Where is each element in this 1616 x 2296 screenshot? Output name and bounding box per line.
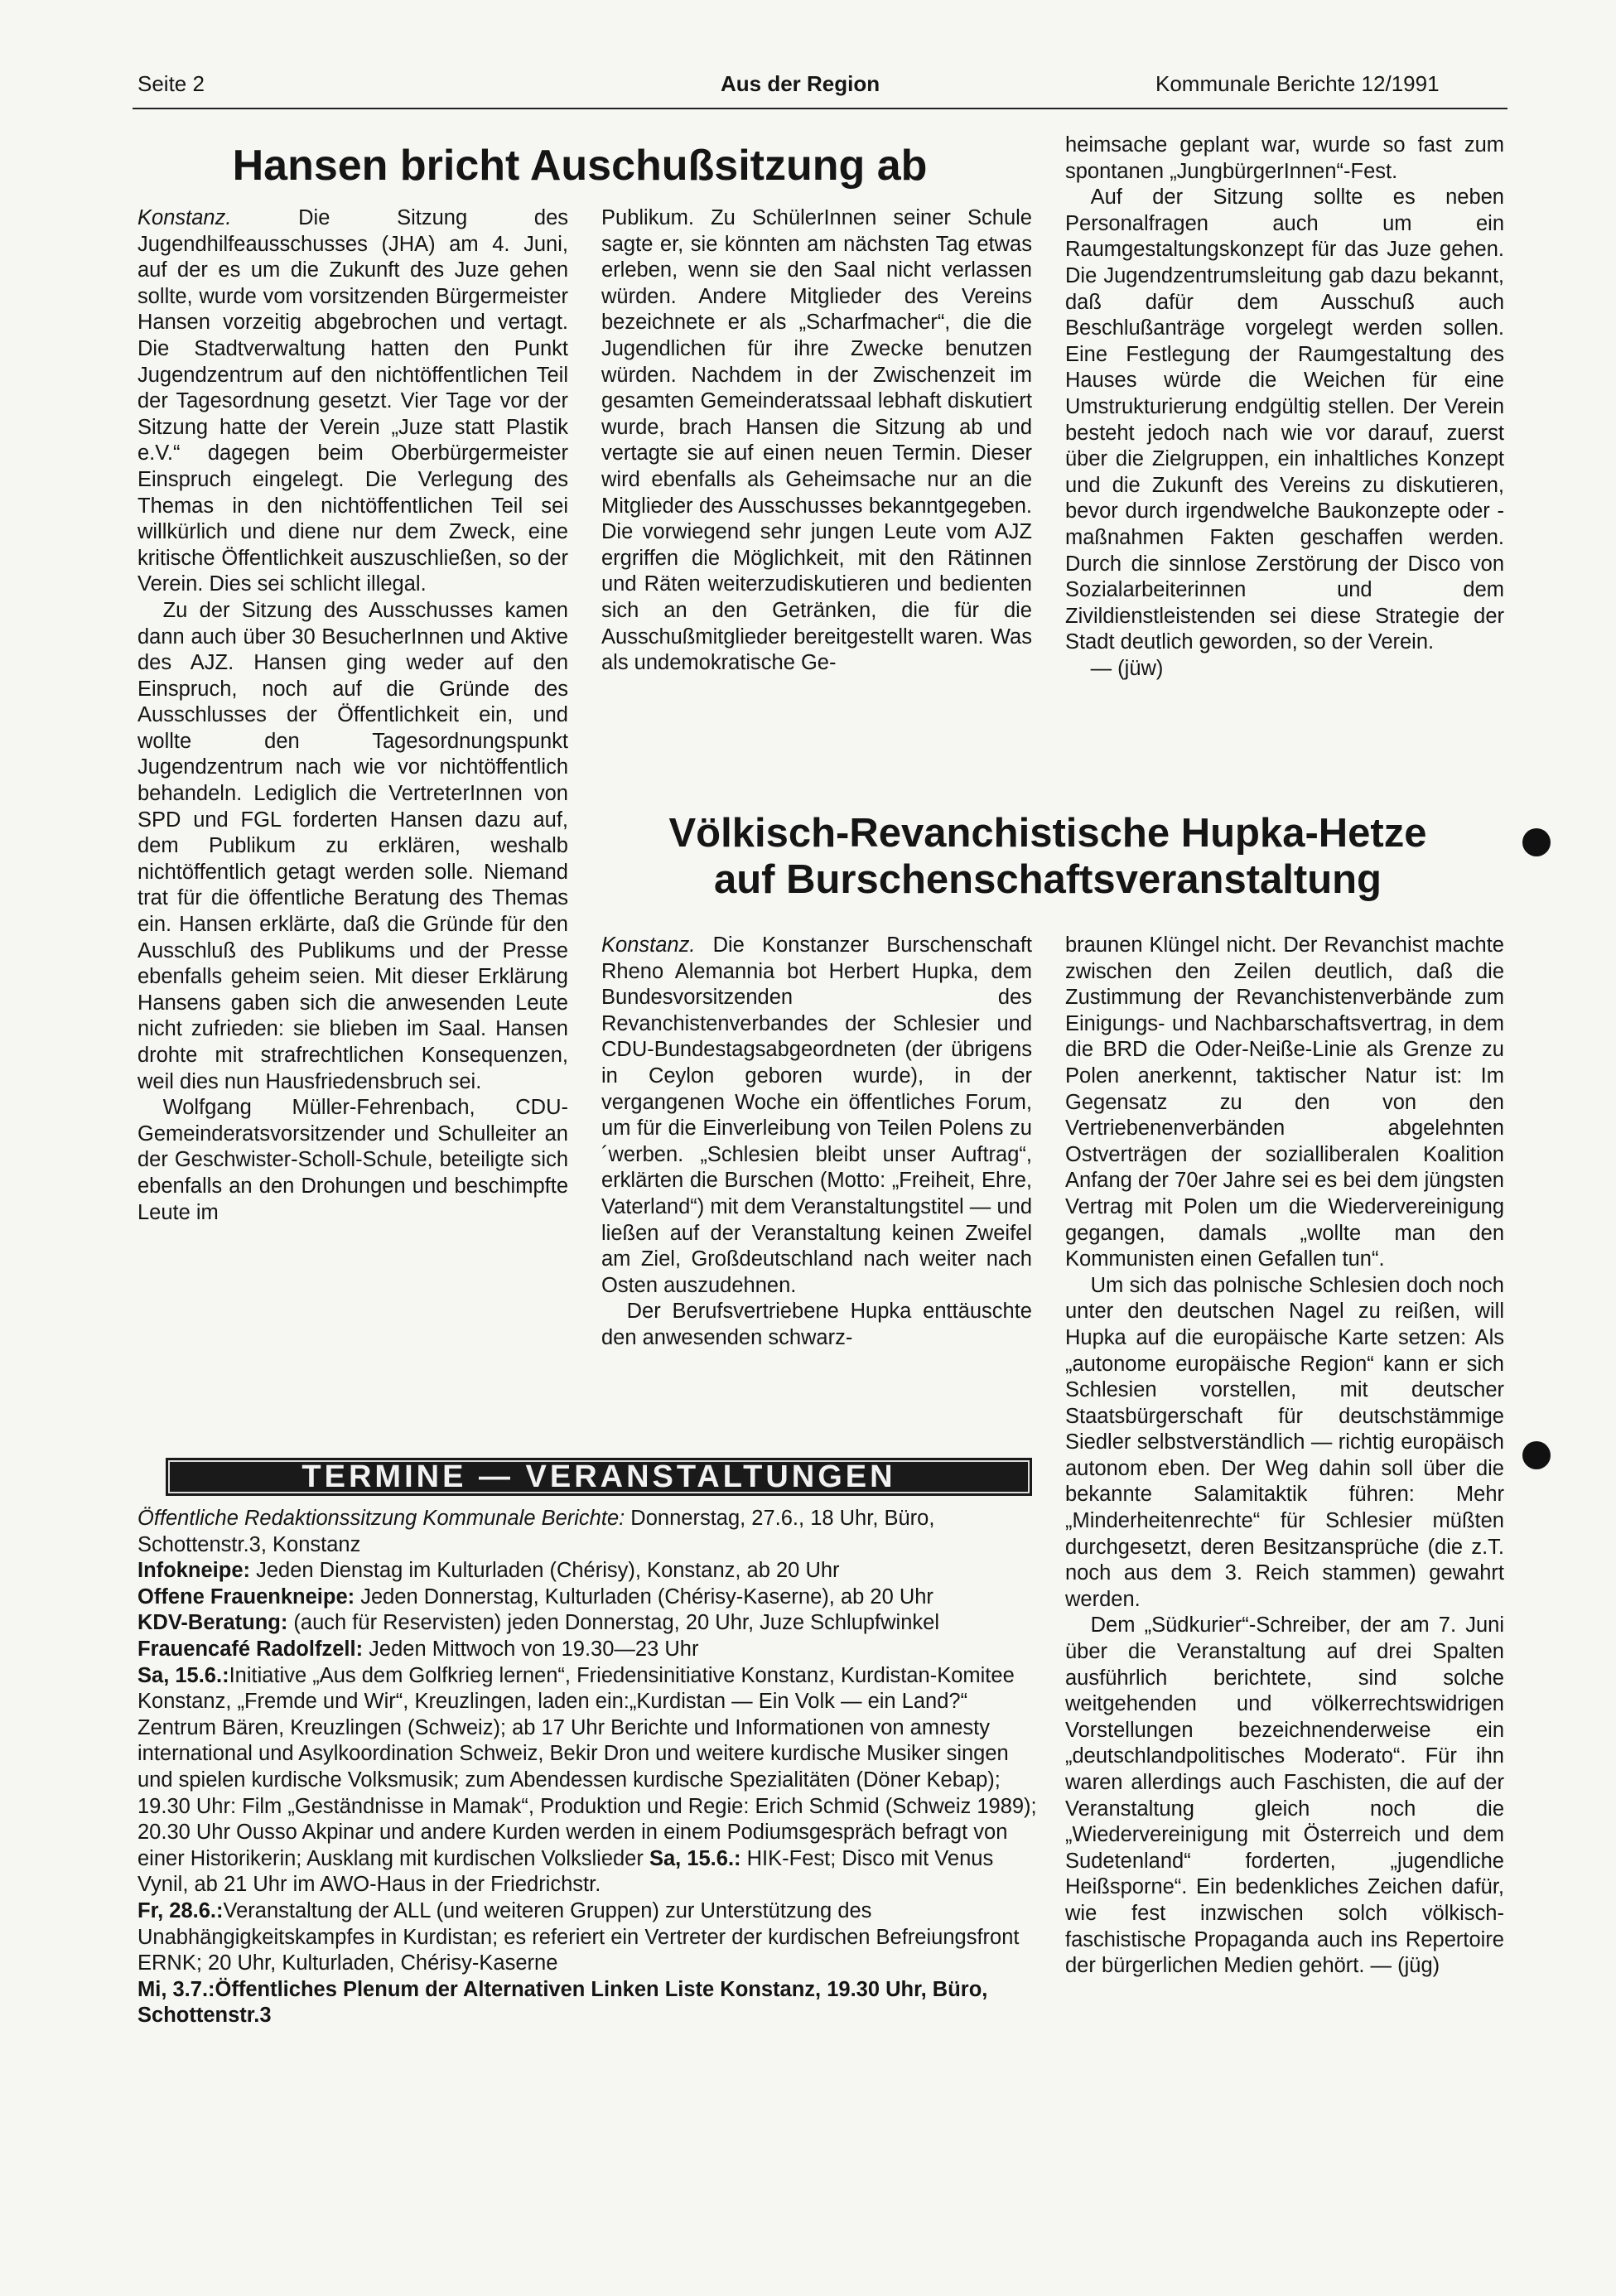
dateline: Konstanz. [137,206,232,229]
list-item [137,1898,1040,1977]
paragraph-text: Die Konstanzer Burschenschaft Rheno Alemannia bot Herbert Hupka, dem Bundesvorsitzenden des Revanchistenverbandes der Schlesier und CDU-Bundestagsabgeordneten (der übrigens in Ceylon geboren wurde), in der vergangenen Woche ein öffentliches Forum, um für die Einverleibung von Teilen Polens zu´werben. „Schlesien bleibt unser Auftrag“, erklärten die Burschen (Motto: „Freiheit, Ehre, Vaterland“) mit dem Veranstaltungstitel — und ließen auf der Veranstaltung keinen Zweifel am Ziel, Großdeutschland nach weiter nach Osten auszudehnen. [601,933,1032,1297]
item-text: (auch für Reservisten) jeden Donnerstag, 20 Uhr, Juze Schlupfwinkel [287,1611,939,1635]
list-item [137,1663,1040,1898]
paragraph [137,598,568,1095]
paragraph-text: Wolfgang Müller-Fehrenbach, CDU-Gemeinderatsvorsitzender und Schulleiter an der Geschwister-Scholl-Schule, beteiligte sich ebenfalls an den Drohungen und beschimpfte Leute im [137,1096,568,1224]
item-lead: Sa, 15.6.: [137,1663,229,1687]
list-item [137,1506,1040,1558]
article2-column-1 [601,933,1032,1352]
list-item [137,1637,1040,1663]
item-text: Initiative „Aus dem Golfkrieg lernen“, Friedensinitiative Konstanz, Kurdistan-Komitee Konstanz, „Fremde und Wir“, Kreuzlingen, laden ein:„Kurdistan — Ein Volk — ein Land?“ Zentrum Bären, Kreuzlingen (Schweiz); ab 17 Uhr Berichte und Informationen von amnesty international und Asylkoordination Schweiz, Bekir Dron und weitere kurdische Musiker singen und spielen kurdische Volksmusik; zum Abendessen kurdische Spezialitäten (Döner Kebap); 19.30 Uhr: Film „Geständnisse in Mamak“, Produktion und Regie: Erich Schmid (Schweiz 1989); 20.30 Uhr Ousso Akpinar und andere Kurden werden in einem Podiumsgespräch befragt von einer Historikerin; Ausklang mit kurdischen Volkslieder [137,1663,1037,1870]
paragraph-text: Zu der Sitzung des Ausschusses kamen dann auch über 30 BesucherInnen und Aktive des AJZ. Hansen ging weder auf den Einspruch, noch auf die Gründe des Ausschlusses der Öffentlichkeit ein, und wollte den Tagesordnungspunkt Jugendzentrum nach wie vor nichtöffentlich behandeln. Lediglich die VertreterInnen von SPD und FGL forderten Hansen dazu auf, dem Publikum zu erklären, weshalb nichtöffentlich getagt werden solle. Niemand trat für die öffentliche Beratung des Themas ein. Hansen erklärte, daß die Gründe für den Ausschluß des Publikums und der Presse ebenfalls geheim seien. Mit dieser Erklärung Hansens gaben sich die anwesenden Leute nicht zufrieden: sie blieben im Saal. Hansen drohte mit strafrechtlichen Konsequenzen, weil dies nun Hausfriedensbruch sei. [137,598,568,1093]
termine-list [137,1506,1040,2029]
item-text: HIK-Fest; Disco mit Venus Vynil, ab 21 Uhr im AWO-Haus in der Friedrichstr. [137,1846,994,1897]
item-text: Veranstaltung der ALL (und weiteren Gruppen) zur Unterstützung des Unabhängigkeitskampfes in Kurdistan; es referiert ein Vertreter der kurdischen Befreiungsfront ERNK; 20 Uhr, Kulturladen, Chérisy-Kaserne [137,1898,1020,1975]
item-lead: KDV-Beratung: [137,1611,288,1635]
paragraph: braunen Klüngel nicht. Der Revanchist machte zwischen den Zeilen deutlich, daß die Zustimmung der Revanchistenverbände zum Einigungs- und Nachbarschaftsvertrag, in dem die BRD die Oder-Neiße-Linie als Grenze zu Polen anerkennt, taktischer Natur ist: Im Gegensatz zu den von den Vertriebenenverbänden abgelehnten Ostverträgen der sozialliberalen Koalition Anfang der 70er Jahre sei es bei dem jüngsten Vertrag mit Polen um die Wiedervereinigung gegangen, damals „wollte man den Kommunisten einen Gefallen tun“. [1065,933,1504,1271]
section-title: Aus der Region [721,71,880,96]
issue-label: Kommunale Berichte 12/1991 [1155,71,1440,96]
paragraph-text: Die Sitzung des Jugendhilfeausschusses (JHA) am 4. Juni, auf der es um die Zukunft des Juze gehen sollte, wurde vom vorsitzenden Bürgermeister Hansen vorzeitig abgebrochen und vertagt. Die Stadtverwaltung hatten den Punkt Jugendzentrum auf den nichtöffentlichen Teil der Tagesordnung gesetzt. Vier Tage vor der Sitzung hatte der Verein „Juze statt Plastik e.V.“ dagegen beim Oberbürgermeister Einspruch eingelegt. Die Verlegung des Themas in den nichtöffentlichen Teil sei willkürlich und diene nur dem Zweck, eine kritische Öffentlichkeit auszuschließen, so der Verein. Dies sei schlicht illegal. [137,206,568,596]
item-text: Donnerstag, 27.6., 18 Uhr, Büro, Schottenstr.3, Konstanz [137,1507,935,1556]
item-lead: Offene Frauenkneipe: [137,1585,355,1609]
punch-hole-mark [1522,828,1551,856]
item-text: Jeden Mittwoch von 19.30—23 Uhr [363,1637,699,1661]
item-lead: Frauencafé Radolfzell: [137,1637,364,1661]
list-item [137,1585,1040,1611]
dateline: Konstanz. [601,933,696,957]
article1-column-1 [137,205,568,1226]
article1-headline: Hansen bricht Auschußsitzung ab [232,142,928,190]
paragraph: Dem „Südkurier“-Schreiber, der am 7. Juni über die Veranstaltung auf drei Spalten ausführlich berichtete, sind solche weitgehenden und völkerrechtswidrigen Vorstellungen bezeichnenderweise ein „deutschlandpolitisches Moderato“. Für ihn waren allerdings auch Faschisten, die auf der Veranstaltung gleich noch die „Wiedervereinigung mit Österreich und dem Sudetenland“ forderten, „jugendliche Heißsporne“. Ein bedenkliches Zeichen dafür, wie fest inzwischen solch völkisch-faschistische Propaganda auch ins Repertoire der bürgerlichen Medien gehört. — (jüg) [1065,1613,1504,1978]
paragraph [601,933,1032,1299]
paragraph: Publikum. Zu SchülerInnen seiner Schule sagte er, sie könnten am nächsten Tag etwas erleben, wenn sie den Saal nicht verlassen würden. Andere Mitglieder des Vereins bezeichnete er als „Scharfmacher“, die die Jugendlichen für ihre Zwecke benutzen würden. Nachdem in der Zwischenzeit im gesamten Gemeinderatssaal lebhaft diskutiert wurde, brach Hansen die Sitzung ab und vertagte sie auf einen neuen Termin. Dieser wird ebenfalls als Geheimsache nur an die Mitglieder des Ausschusses bekanntgegeben. Die vorwiegend sehr jungen Leute vom AJZ ergriffen die Möglichkeit, mit den Rätinnen und Räten weiterzudiskutieren und bedienten sich an den Getränken, die für die Ausschußmitglieder bereitgestellt waren. Was als undemokratische Ge- [601,206,1032,675]
header-rule [133,108,1507,109]
article2-column-2 [1065,933,1504,1980]
paragraph: Um sich das polnische Schlesien doch noch unter den deutschen Nagel zu reißen, will Hupka auf die europäische Karte setzen: Als „autonome europäische Region“ kann er sich Schlesien vorstellen, mit deutscher Staatsbürgerschaft für deutschstämmige Siedler selbstverständlich — richtig europäisch autonom eben. Der Weg dahin soll über die bekannte Salamitaktik führen: Mehr „Minderheitenrechte“ für Schlesier müßten durchgesetzt, deren Besitzansprüche (die z.T. noch aus dem 3. Reich stammen) gewahrt werden. [1065,1273,1504,1611]
headline-line-1: Völkisch-Revanchistische Hupka-Hetze [668,811,1427,856]
page-number: Seite 2 [137,71,205,96]
headline-line-2: auf Burschenschaftsveranstaltung [714,857,1382,902]
item-lead: Fr, 28.6.: [137,1898,224,1922]
list-item [137,1558,1040,1585]
article1-column-3 [1065,133,1504,682]
item-lead: Öffentliche Redaktionssitzung Kommunale Berichte: [137,1507,625,1530]
paragraph: Auf der Sitzung sollte es neben Personalfragen auch um ein Raumgestaltungskonzept für das Juze gehen. Die Jugendzentrumsleitung gab dazu bekannt, daß dafür dem Ausschuß auch Beschlußanträge vorgelegt werden sollen. Eine Festlegung der Raumgestaltung des Hauses würde die Weichen für eine Umstrukturierung endgültig stellen. Der Verein besteht jedoch nach wie vor darauf, zuerst über die Zielgruppen, ein inhaltliches Konzept und die Zukunft des Vereins zu diskutieren, bevor durch irgendwelche Baukonzepte oder -maßnahmen Fakten geschaffen werden. Durch die sinnlose Zerstörung der Disco von Sozialarbeiterinnen und dem Zivildienstleistenden sei diese Strategie der Stadt deutlich geworden, so der Verein. [1065,186,1504,654]
item-text: Jeden Donnerstag, Kulturladen (Chérisy-Kaserne), ab 20 Uhr [355,1585,933,1609]
item-text: Jeden Dienstag im Kulturladen (Chérisy), Konstanz, ab 20 Uhr [250,1559,840,1583]
list-item [137,1977,1040,2029]
article2-headline [596,810,1499,903]
paragraph [601,1299,1032,1351]
termine-banner: TERMINE — VERANSTALTUNGEN [166,1458,1032,1496]
item-lead: Sa, 15.6.: [649,1846,741,1870]
list-item [137,1610,1040,1637]
author-tag: — (jüw) [1090,656,1164,680]
paragraph: heimsache geplant war, wurde so fast zum spontanen „JungbürgerInnen“-Fest. [1065,133,1504,183]
punch-hole-mark [1522,1441,1551,1469]
paragraph [137,1095,568,1226]
article1-column-2 [601,205,1032,677]
item-lead: Infokneipe: [137,1559,251,1583]
paragraph-text: Der Berufsvertriebene Hupka enttäuschte den anwesenden schwarz- [601,1300,1032,1349]
paragraph [137,205,568,598]
item-lead: Mi, 3.7.:Öffentliches Plenum der Alternativen Linken Liste Konstanz, 19.30 Uhr, Büro, Schottenstr.3 [137,1977,988,2028]
